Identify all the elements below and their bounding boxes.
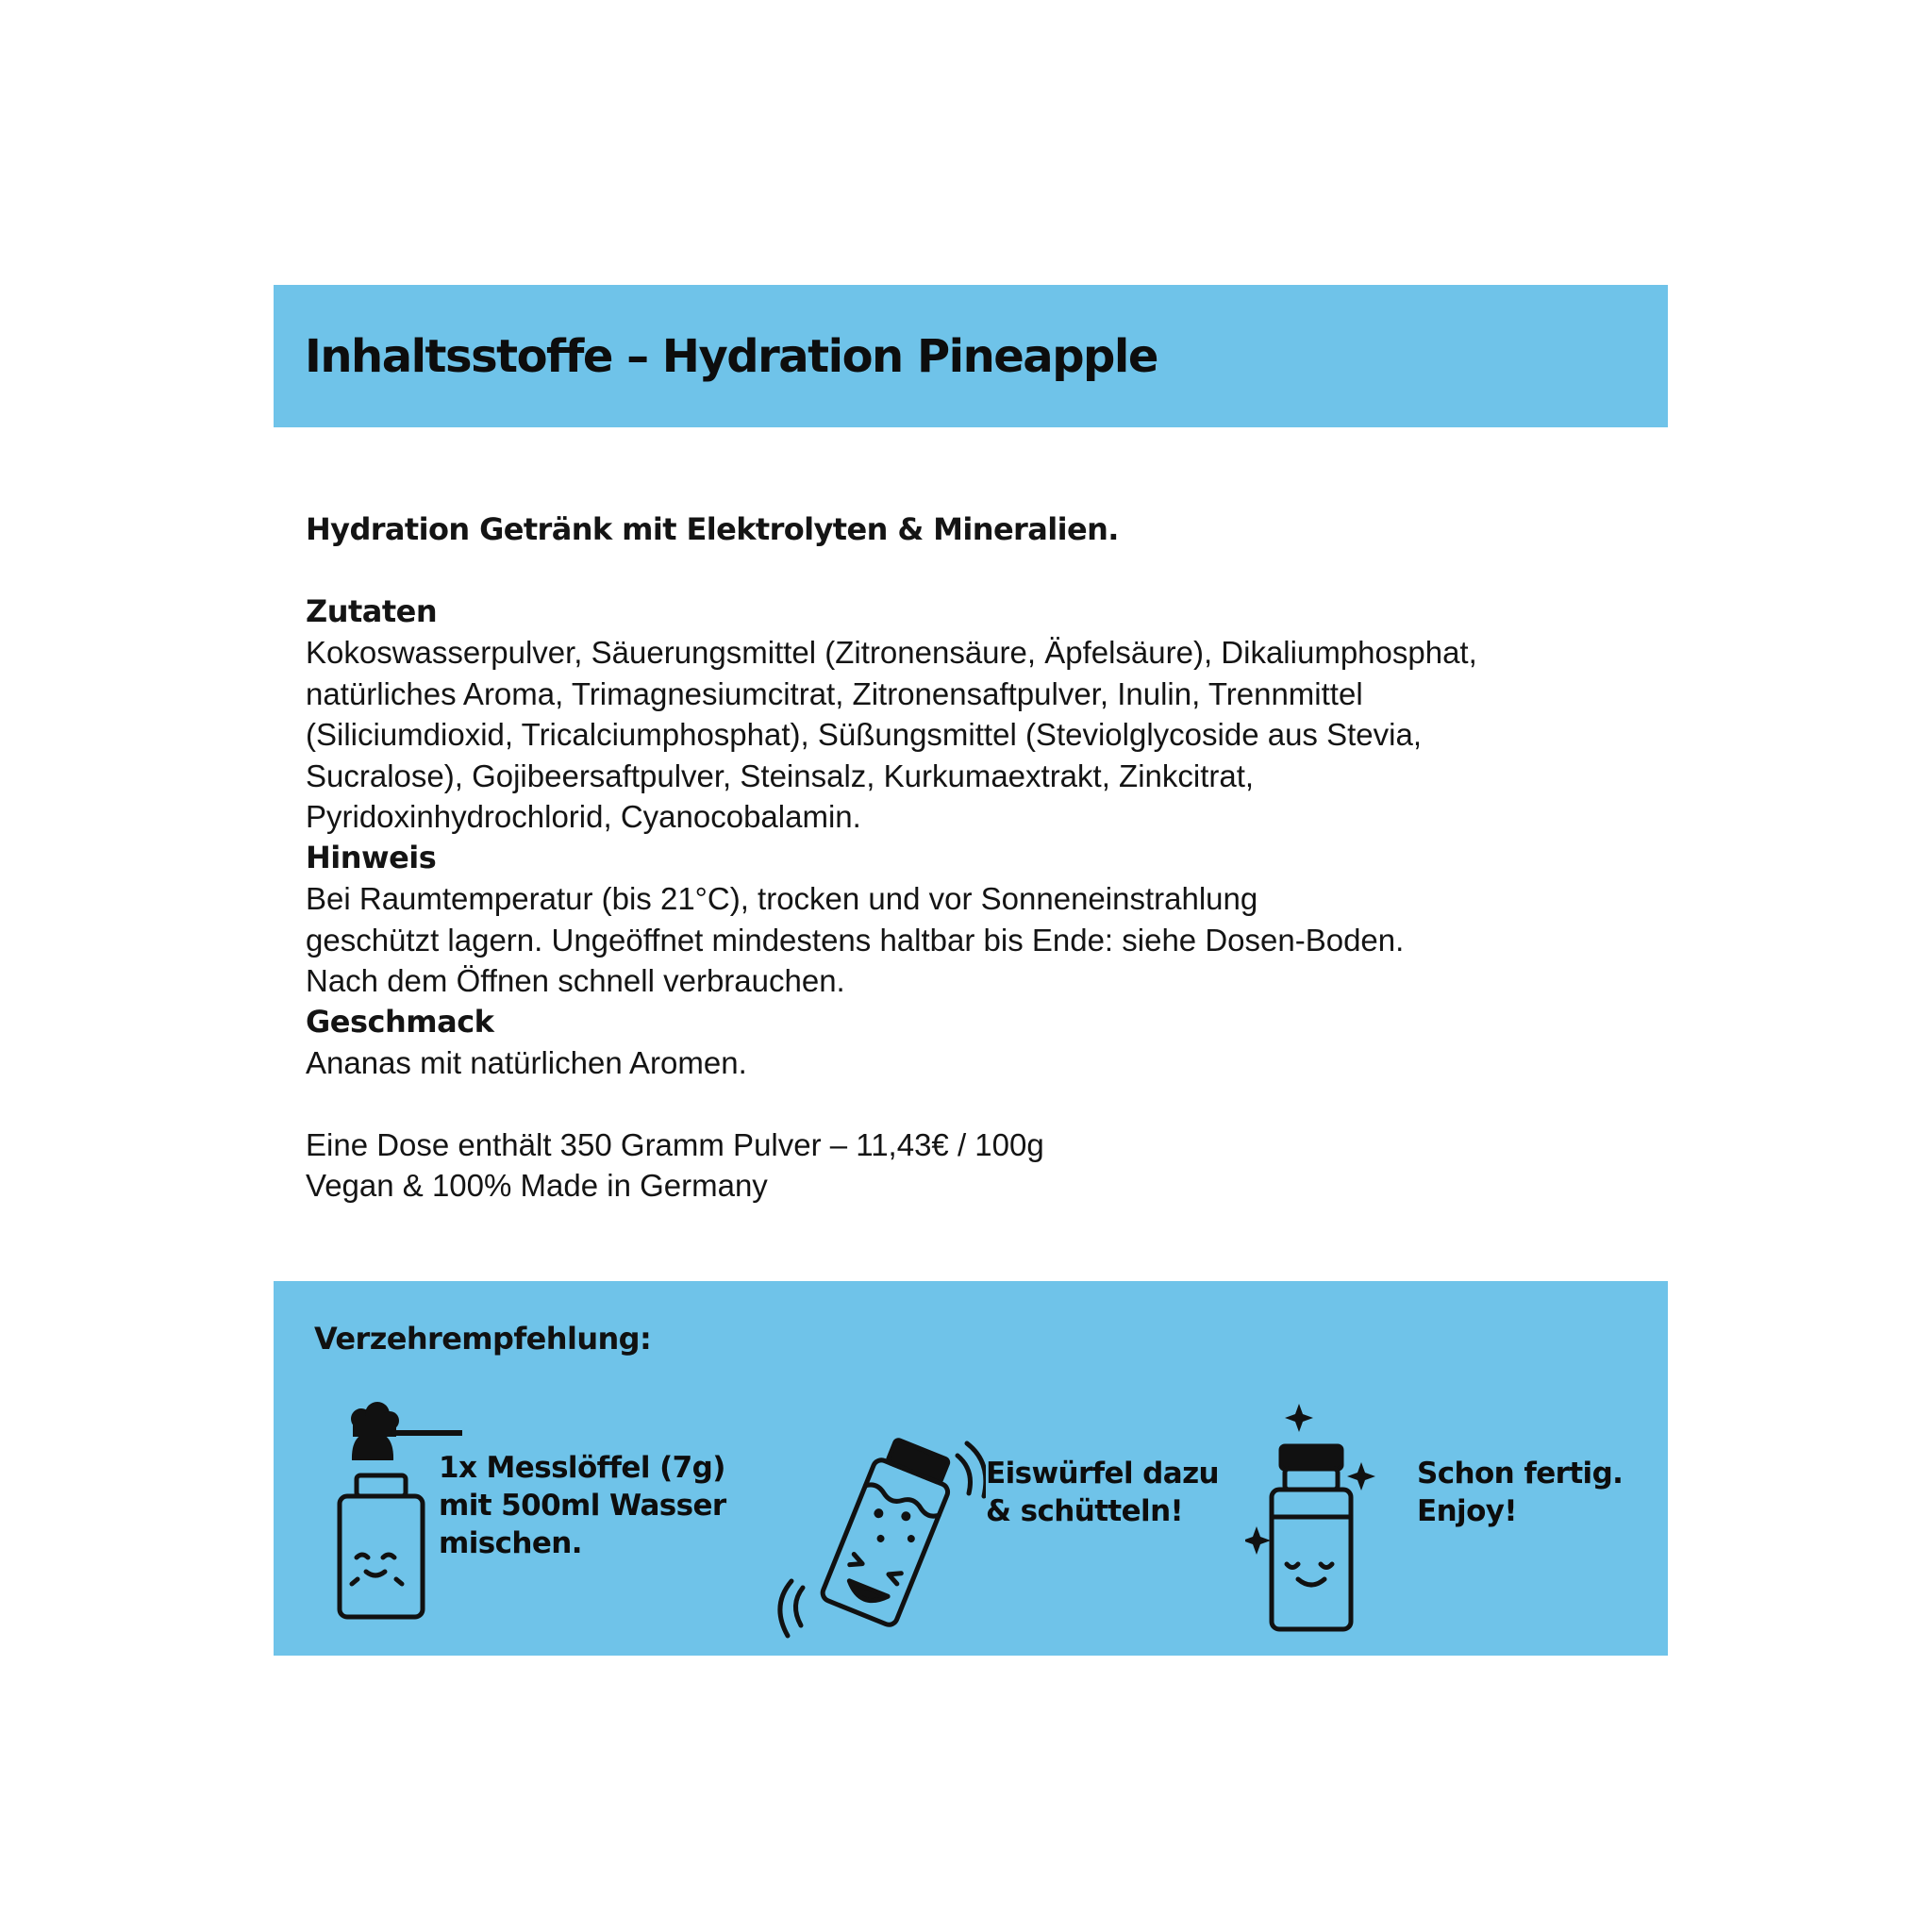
step-2-text: Eiswürfel dazu & schütteln! bbox=[986, 1457, 1220, 1528]
recommendation-title: Verzehrempfehlung: bbox=[314, 1321, 652, 1357]
shaking-bottle-icon bbox=[769, 1423, 986, 1649]
geschmack-heading: Geschmack bbox=[306, 1003, 494, 1040]
step-3-text: Schon fertig. Enjoy! bbox=[1417, 1457, 1624, 1528]
geschmack-line: Ananas mit natürlichen Aromen. bbox=[306, 1045, 747, 1080]
zutaten-line: Kokoswasserpulver, Säuerungsmittel (Zitronensäure, Äpfelsäure), Dikaliumphosphat, bbox=[306, 635, 1477, 670]
ingredients-content bbox=[306, 509, 1664, 1207]
sparkling-bottle-icon bbox=[1245, 1404, 1387, 1635]
hinweis-heading: Hinweis bbox=[306, 839, 437, 875]
vegan-info: Vegan & 100% Made in Germany bbox=[306, 1168, 768, 1203]
header-band bbox=[274, 285, 1668, 427]
page-title: Inhaltsstoffe – Hydration Pineapple bbox=[305, 329, 1158, 383]
zutaten-line: natürliches Aroma, Trimagnesiumcitrat, Zitronensaftpulver, Inulin, Trennmittel bbox=[306, 675, 1363, 711]
hinweis-line: geschützt lagern. Ungeöffnet mindestens haltbar bis Ende: siehe Dosen-Boden. bbox=[306, 922, 1405, 958]
package-info: Eine Dose enthält 350 Gramm Pulver – 11,43€ / 100g bbox=[306, 1126, 1044, 1162]
zutaten-line: Sucralose), Gojibeersaftpulver, Steinsalz, Kurkumaextrakt, Zinkcitrat, bbox=[306, 758, 1255, 793]
step-1-text: 1x Messlöffel (7g) mit 500ml Wasser mischen. bbox=[439, 1451, 726, 1560]
zutaten-line: Pyridoxinhydrochlorid, Cyanocobalamin. bbox=[306, 799, 861, 834]
hinweis-line: Nach dem Öffnen schnell verbrauchen. bbox=[306, 963, 845, 998]
spacer bbox=[306, 1084, 1664, 1124]
zutaten-heading: Zutaten bbox=[306, 592, 438, 629]
zutaten-line: (Siliciumdioxid, Tricalciumphosphat), Süßungsmittel (Steviolglycoside aus Stevia, bbox=[306, 717, 1422, 752]
recommendation-band bbox=[274, 1281, 1668, 1656]
hinweis-line: Bei Raumtemperatur (bis 21°C), trocken und vor Sonneneinstrahlung bbox=[306, 881, 1258, 916]
product-subtitle: Hydration Getränk mit Elektrolyten & Mineralien. bbox=[306, 511, 1119, 547]
